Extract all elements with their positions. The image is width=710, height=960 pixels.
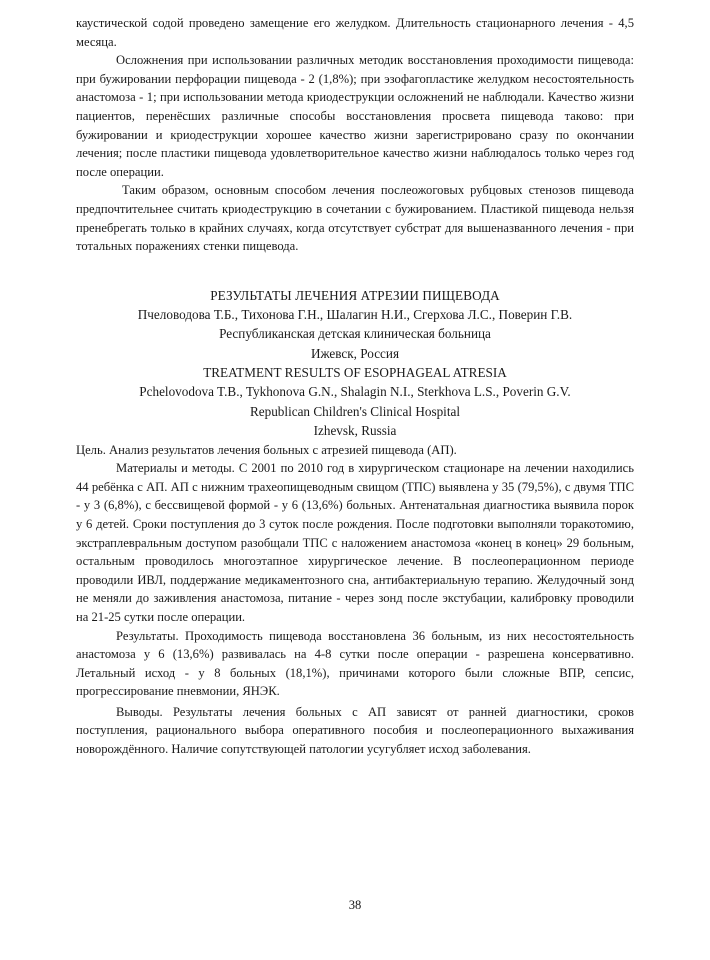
page-number: 38 [348,898,362,912]
article-aim: Цель. Анализ результатов лечения больных с атрезией пищевода (АП). [76,442,457,457]
paragraph-conclusion: Таким образом, основным способом лечения послеожоговых рубцовых стенозов пищевода предпочтительнее считать криодеструкцию в сочетании с бужированием. Пластикой пищевода нельзя пренебрегать только в крайних случаях, когда отсутствует субстрат для вышеназванного лечения - при тотальных поражениях стенки пищевода. [76,183,634,254]
article-institution-en: Republican Children's Clinical Hospital [249,403,461,419]
article-authors-ru: Пчеловодова Т.Б., Тихонова Г.Н., Шалагин Н.И., Сгерхова Л.С., Поверин Г.В. [137,306,573,322]
article-conclusions: Выводы. Результаты лечения больных с АП зависят от ранней диагностики, сроков поступления, рационального выбора оперативного пособия и послеоперационного выхаживания новорождённого. Наличие сопутствующей патологии усугубляет исход заболевания. [76,704,634,757]
article-institution-ru: Республиканская детская клиническая больница [219,326,491,342]
paragraph-complications: Осложнения при использовании различных методик восстановления проходимости пищевода: при бужировании перфорации пищевода - 2 (1,8%); при эзофагопластике желудком несостоятельность анастомоза - 1; при использовании метода криодеструкции осложнений не наблюдали. Качество жизни пациентов, перенёсших различные способы восстановления просвета пищевода таково: при бужировании и криодеструкции хорошее качество жизни зарегистрировано сразу по окончании лечения; после пластики пищевода удовлетворительное качество жизни наблюдалось только через год после операции. [76,53,634,179]
article-results: Результаты. Проходимость пищевода восстановлена 36 больным, из них несостоятельность анастомоза у 6 (13,6%) развивалась на 4-8 сутки после операции - разрешена консервативно. Летальный исход - у 8 больных (18,1%), причинами которого были сложные ВПР, сепсис, прогрессирование пневмонии, ЯНЭК. [76,628,634,699]
article-methods: Материалы и методы. С 2001 по 2010 год в хирургическом стационаре на лечении находились 44 ребёнка с АП. АП с нижним трахеопищеводным свищом (ТПС) выявлена у 35 (79,5%), с двумя ТПС - у 3 (6,8%), с бессвищевой формой - у 6 (13,6%) больных. Антенатальная диагностика выявила порок у 6 детей. Сроки поступления до 3 суток после рождения. После подготовки выполняли торакотомию, экстраплевральным доступом разобщали ТПС с наложением анастомоза «конец в конец» 29 больным, остальным проводилось многоэтапное хирургическое лечение. В послеоперационном периоде проводили ИВЛ, поддержание медикаментозного сна, антибактериальную терапию. Желудочный зонд не меняли до заживления анастомоза, питание - через зонд после экстубации, калибровку проводили на 21-25 сутки после операции. [76,461,634,624]
paragraph-continuation: каустической содой проведено замещение его желудком. Длительность стационарного лечения - 4,5 месяца. [76,16,634,49]
article-city-en: Izhevsk, Russia [313,423,397,439]
page-body [76,14,634,759]
article-title-en: TREATMENT RESULTS OF ESOPHAGEAL ATRESIA [203,364,507,380]
article-city-ru: Ижевск, Россия [310,345,400,361]
article-authors-en: Pchelovodova T.B., Tykhonova G.N., Shalagin N.I., Sterkhova L.S., Poverin G.V. [139,384,571,400]
article-title-ru: РЕЗУЛЬТАТЫ ЛЕЧЕНИЯ АТРЕЗИИ ПИЩЕВОДА [210,287,500,303]
